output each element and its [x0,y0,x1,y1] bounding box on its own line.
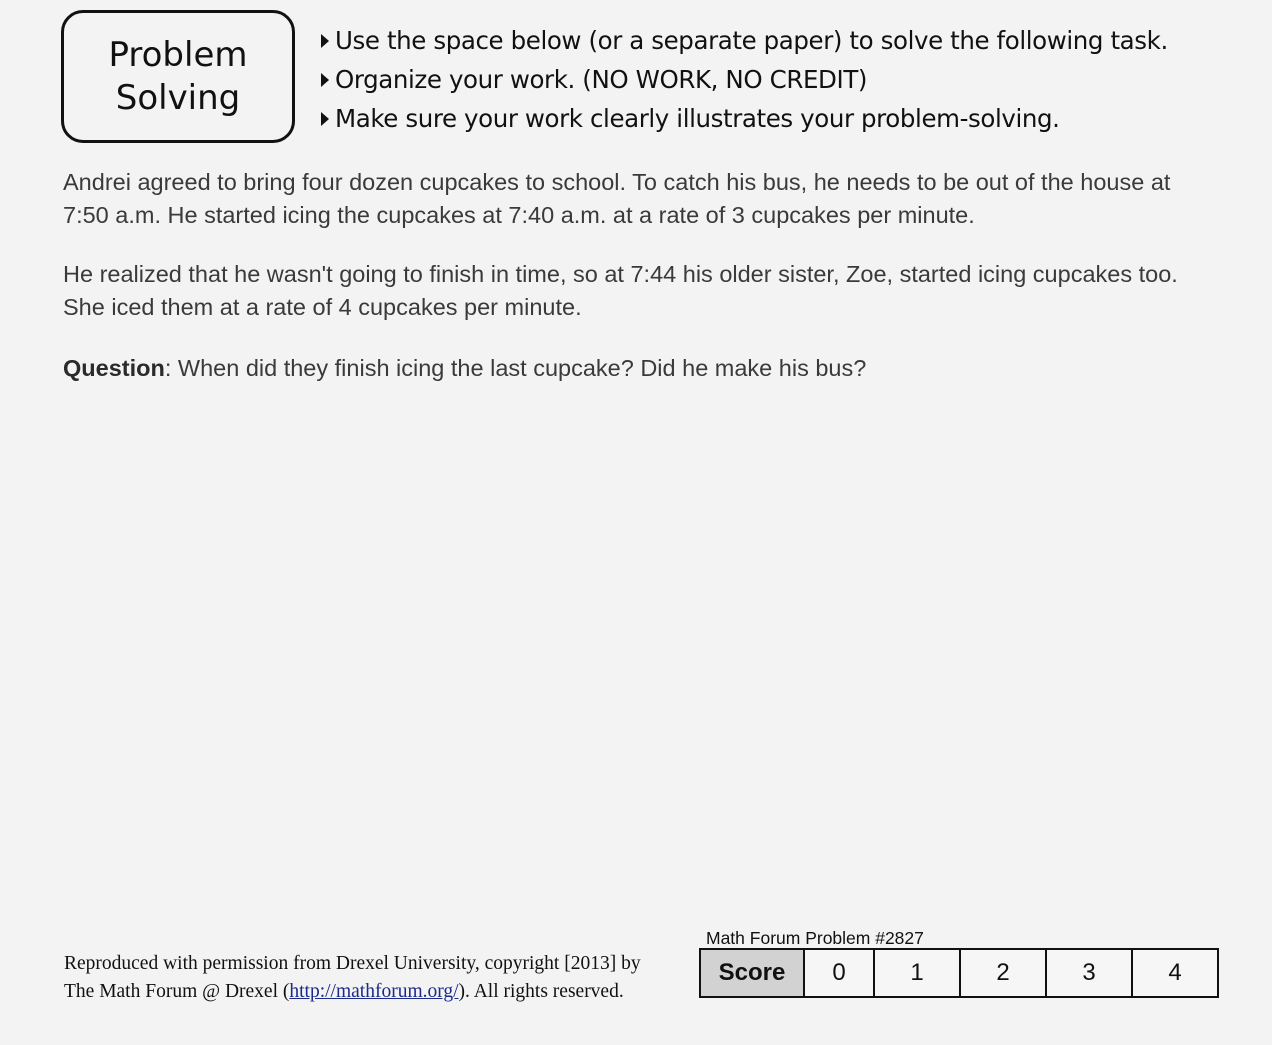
credit-line-1: Reproduced with permission from Drexel University, copyright [2013] by [64,953,641,974]
score-option-2: 2 [960,949,1046,997]
instruction-text: Organize your work. (NO WORK, NO CREDIT) [335,65,868,94]
problem-solving-title-box [61,10,295,143]
score-option-3: 3 [1046,949,1132,997]
triangle-bullet-icon [321,34,329,48]
score-option-1: 1 [874,949,960,997]
credit-line-2 [64,978,641,1006]
credit-suffix: ). All rights reserved. [458,981,624,1002]
mathforum-link[interactable]: http://mathforum.org/ [289,981,459,1002]
score-option-0: 0 [804,949,874,997]
instruction-text: Make sure your work clearly illustrates your problem-solving. [335,104,1060,133]
instruction-item [318,60,1168,99]
question-text: : When did they finish icing the last cupcake? Did he make his bus? [164,355,867,381]
instructions-list [318,21,1168,138]
score-table [699,948,1219,998]
triangle-bullet-icon [321,112,329,126]
problem-paragraph-1: Andrei agreed to bring four dozen cupcakes to school. To catch his bus, he needs to be out of the house at 7:50 a.m. He started icing the cupcakes at 7:40 a.m. at a rate of 3 cupcakes per minute. [63,169,1171,228]
title-line-2: Solving [115,77,241,118]
triangle-bullet-icon [321,73,329,87]
question-label: Question [63,355,165,381]
problem-number-label: Math Forum Problem #2827 [706,928,924,948]
score-option-4: 4 [1132,949,1218,997]
problem-paragraph-2: He realized that he wasn't going to finish in time, so at 7:44 his older sister, Zoe, started icing cupcakes too. She iced them at a rate of 4 cupcakes per minute. [63,261,1178,320]
title-line-1: Problem [108,34,248,75]
credit-prefix: The Math Forum @ Drexel ( [64,981,290,1002]
instruction-item [318,21,1168,60]
problem-question [63,352,1193,385]
instruction-item [318,99,1168,138]
instruction-text: Use the space below (or a separate paper) to solve the following task. [335,26,1168,55]
copyright-notice [64,950,641,1006]
score-label: Score [700,949,804,997]
